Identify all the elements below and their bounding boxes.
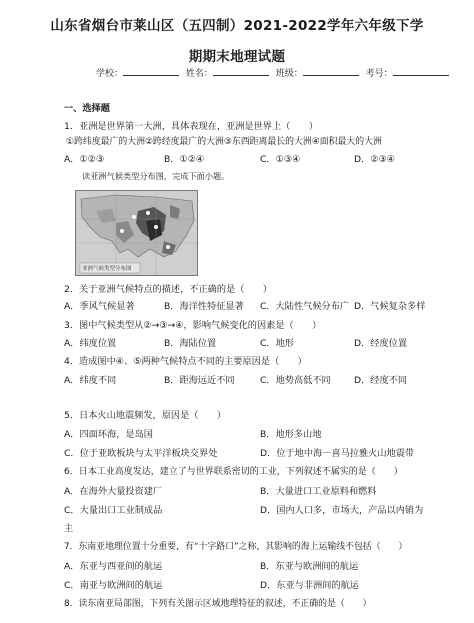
q5-stem: 5．日本火山地震频发，原因是（ ） <box>64 410 227 421</box>
q7-option-d[interactable]: D．东亚与非洲间的航运 <box>260 580 359 591</box>
q4-option-c[interactable]: C．地势高低不同 <box>260 375 331 386</box>
q4-option-d[interactable]: D．经度不同 <box>354 375 408 386</box>
q6-option-d-wrap: 主 <box>64 523 74 534</box>
q3-option-c[interactable]: C．地形 <box>260 338 294 349</box>
q3-option-b[interactable]: B．海陆位置 <box>164 338 217 349</box>
q5-option-c[interactable]: C．位于亚欧板块与太平洋板块交界处 <box>64 448 218 459</box>
q3-option-d[interactable]: D．经度位置 <box>354 338 408 349</box>
q2-option-a[interactable]: A．季风气候显著 <box>64 301 135 312</box>
q3-stem: 3．图中气候类型从②→③→④，影响气候变化的因素是（ ） <box>64 320 322 331</box>
exam-title-line2: 期期末地理试题 <box>188 49 286 65</box>
q2-option-c[interactable]: C．大陆性气候分布广 <box>260 301 350 312</box>
q7-stem: 7．东南亚地理位置十分重要，有“十字路口”之称，其影响的海上运输线不包括（ ） <box>64 542 408 552</box>
q1-option-a[interactable]: A．①②③ <box>64 154 105 165</box>
name-label: 姓名： <box>185 69 213 79</box>
school-blank <box>123 66 179 76</box>
q5-option-a[interactable]: A．四面环海，是岛国 <box>64 429 153 440</box>
exam-title-line1: 山东省烟台市莱山区（五四制）2021-2022学年六年级下学 <box>50 18 424 34</box>
school-label: 学校： <box>96 69 124 79</box>
reading-caption: 读亚洲气候类型分布图，完成下面小题。 <box>82 171 230 181</box>
map-label: 亚洲气候类型分布图 <box>82 266 132 272</box>
q1-option-c[interactable]: C．①③④ <box>260 154 301 165</box>
q2-stem: 2．关于亚洲气候特点的描述，不正确的是（ ） <box>64 284 272 295</box>
q4-option-b[interactable]: B．距海远近不同 <box>164 375 235 386</box>
q2-option-b[interactable]: B．海洋性特征显著 <box>164 301 244 312</box>
q8-stem: 8．读东南亚局部图，下列有关图示区域地理特征的叙述，不正确的是（ ） <box>64 599 372 609</box>
q6-option-b[interactable]: B．大量进口工业原料和燃料 <box>260 486 377 497</box>
q4-option-a[interactable]: A．纬度不同 <box>64 375 117 386</box>
exam-number-label: 考号： <box>365 69 393 79</box>
q7-option-c[interactable]: C．南亚与欧洲间的航运 <box>64 580 163 591</box>
class-label: 班级： <box>275 69 303 79</box>
q6-stem: 6．日本工业高度发达，建立了与世界联系密切的工业，下列叙述不属实的是（ ） <box>64 467 403 477</box>
q7-option-b[interactable]: B．东亚与欧洲间的航运 <box>260 561 359 572</box>
q1-option-d[interactable]: D．②③④ <box>354 154 395 165</box>
q5-option-d[interactable]: D．位于地中海－喜马拉雅火山地震带 <box>260 448 415 459</box>
climate-map-graphic <box>76 191 197 275</box>
q1-items: ①跨纬度最广的大洲②跨经度最广的大洲③东西距离最长的大洲④面积最大的大洲 <box>66 137 382 147</box>
q1-option-b[interactable]: B．①②④ <box>164 154 205 165</box>
class-blank <box>303 66 359 76</box>
q6-option-a[interactable]: A．在海外大量投资建厂 <box>64 486 163 497</box>
section-heading: 一、选择题 <box>64 103 110 114</box>
exam-number-blank <box>393 66 449 76</box>
student-info-row <box>96 66 449 79</box>
q6-option-d[interactable]: D．国内人口多，市场大，产品以内销为 <box>260 505 424 516</box>
q5-option-b[interactable]: B．地形多山地 <box>260 429 322 440</box>
asia-climate-map <box>75 190 198 276</box>
q6-option-c[interactable]: C．大量出口工业制成品 <box>64 505 163 516</box>
q1-stem: 1．亚洲是世界第一大洲，具体表现在，亚洲是世界上（ ） <box>64 121 318 132</box>
q7-option-a[interactable]: A．东亚与西亚间的航运 <box>64 561 163 572</box>
q2-option-d[interactable]: D．气候复杂多样 <box>354 301 426 312</box>
q4-stem: 4．造成图中④、⑤两种气候特点不同的主要原因是（ ） <box>64 356 307 367</box>
q3-option-a[interactable]: A．纬度位置 <box>64 338 117 349</box>
name-blank <box>213 66 269 76</box>
